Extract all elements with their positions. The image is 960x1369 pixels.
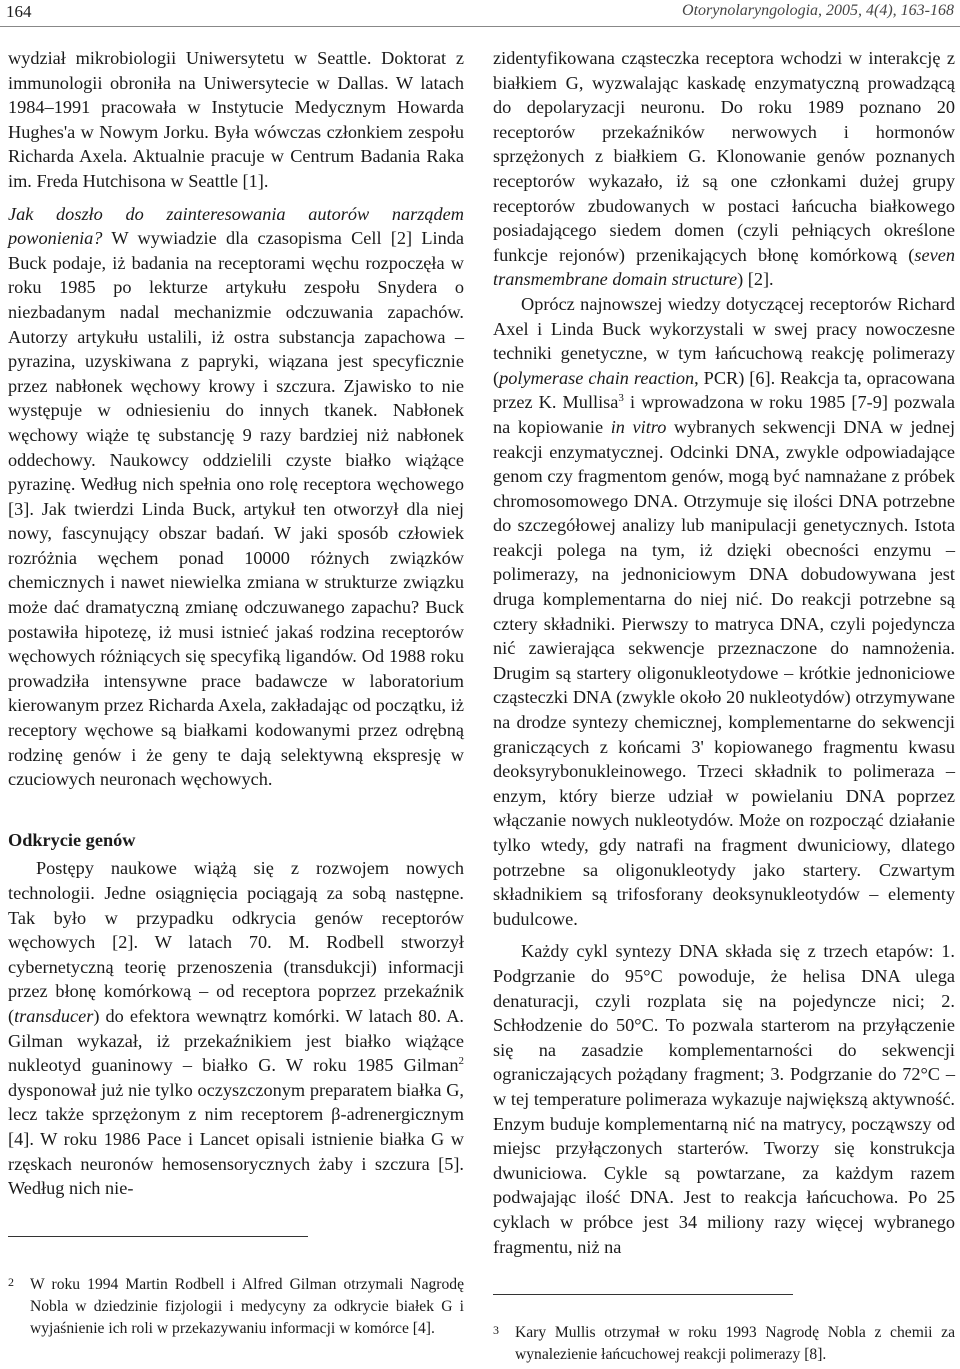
- footnote-number: 3: [493, 1323, 499, 1337]
- section-heading: Odkrycie genów: [8, 829, 136, 850]
- paragraph: Jak doszło do zainteresowania autorów narządem powonienia? W wywiadzie dla czasopisma Cell [2] Linda Buck podaje, iż badania na receptorami węchu rozpoczęła w roku 1985 po lekturze artykułu zespołu Snydera o niezbadanym nadal mechanizmie odczuwania zapachów. Autorzy artykułu ustalili, iż ostra substancja zapachowa – pyrazina, uzyskiwana z papryki, wiązana jest specyficznie przez nabłonek węchowy krowy i szczura. Zjawisko to nie występuje w odniesieniu do innych tkanek. Nabłonek węchowy wiąże tę substancję 9 razy bardziej niż nabłonek oddechowy. Naukowcy oddzielili czyste białko wiążące pyrazinę. Według nich spełnia ono rolę receptora węchowego [3]. Jak twierdzi Linda Buck, artykuł ten otworzył dla niej nowy, fascynujący obszar badań. W jaki sposób człowiek rozróżnia węchem ponad 10000 różnych związków chemicznych i nawet niewielka zmiana w strukturze związku może dać dramatyczną zmianę odczuwanego zapachu? Buck postawiła hipotezę, iż musi istnieć jakaś rodzina receptorów węchowych różniących się specyfiką ligandów. Od 1988 roku prowadziła intensywne prace badawcze w laboratorium kierowanym przez Richarda Axela, zakładając od początku, iż receptory węchowe są białkami kodowanymi przez odrębną rodzinę genów i że geny te dają selektywną ekspresję w czuciowych neuronach węchowych.: [8, 203, 464, 790]
- paragraph: Oprócz najnowszej wiedzy dotyczącej receptorów Richard Axel i Linda Buck wykorzystali w swej pracy nowoczesne techniki genetyczne, w tym łańcuchową reakcję polimerazy (polymerase chain reaction, PCR) [6]. Reakcja ta, opracowana przez K. Mullisa$^3$ i wprowadzona w roku 1985 [7-9] pozwala na kopiowanie in vitro wybranych sekwencji DNA w jednej reakcji enzymatycznej. Odcinki DNA, zwykle odpowiadające genom czy fragmentom genów, mogą być namnażane z próbek chromosomowego DNA. Otrzymuje się ilości DNA potrzebne do szczegółowej analizy lub manipulacji genetycznych. Istota reakcji polega na tym, iż dzięki obecności enzymu – polimerazy, na jednoniciowym DNA dobudowywana jest druga komplementarna do niej nić. Do reakcji potrzebne są cztery składniki. Pierwszy to matryca DNA, czyli pojedyncza nić zawierająca sekwencje przeznaczone do namnożenia. Drugim są startery oligonukleotydowe – krótkie jednoniciowe cząsteczki DNA (zwykle około 20 nukleotydów) otrzymywane na drodze syntezy chemicznej, komplementarne do sekwencji graniczących z końcami 3' kopiowanego fragmentu kwasu deoksyrybonukleinowego. Trzeci składnik to polimeraza – enzym, który bierze udział w powielaniu DNA poprzez włączanie nowych nukleotydów. Może on rozpocząć działanie tylko wtedy, gdy natrafi na fragment dwuniciowy, dlatego potrzebne sa oligonukleotydy jako startery. Czwartym składnikiem są trifosforany deoksynukleotydów – elementy budulcowe.: [493, 293, 956, 929]
- subheading-question: Jak doszło do zainteresowania autorów narządem powonienia?: [8, 203, 464, 249]
- footnote-ref: 2: [458, 1055, 464, 1068]
- paragraph: Postępy naukowe wiążą się z rozwojem nowych technologii. Jedne osiągnięcia pociągają za sobą następne. Tak było w przypadku odkrycia genów receptorów węchowych [2]. W latach 70. M. Rodbell stworzył cybernetyczną teorię przenoszenia (transdukcji) informacji przez błonę komórkową – od receptora poprzez przekaźnik (transducer) do efektora wewnątrz komórki. W latach 80. A. Gilman wykazał, iż przekaźnikiem jest białko wiążące nukleotyd guaninowy – białko G. W roku 1985 Gilman$^2$ dysponował już nie tylko oczyszczonym preparatem białka G, lecz także sprzężonym z nim receptorem β-adrenergicznym [4]. W roku 1986 Pace i Lancet opisali istnienie białka G w rzęskach neuronów hemosensorycznych żaby i szczura [5]. Według nich nie-: [8, 858, 464, 1199]
- footnote-rule: [8, 1236, 308, 1237]
- page-number: 164: [6, 2, 32, 21]
- journal-citation: Otorynolaryngologia, 2005, 4(4), 163-168: [682, 2, 954, 19]
- footnote-text: Kary Mullis otrzymał w roku 1993 Nagrodę Nobla z chemii za wynalezienie łańcuchowej reakcji polimerazy [8].: [515, 1324, 955, 1364]
- right-column: [493, 46, 955, 1259]
- paragraph: wydział mikrobiologii Uniwersytetu w Seattle. Doktorat z immunologii obroniła na Uniwersytecie w Dallas. W latach 1984–1991 pracowała w Instytucie Medycznym Howarda Hughes'a w Nowym Jorku. Była wówczas członkiem zespołu Richarda Axela. Aktualnie pracuje w Centrum Badania Raka im. Freda Hutchisona w Seattle [1].: [8, 48, 464, 191]
- footnote-ref: 3: [618, 392, 624, 405]
- footnote: [493, 1322, 955, 1366]
- footnote-rule: [493, 1294, 793, 1295]
- page-header: [0, 0, 960, 30]
- paragraph: Każdy cykl syntezy DNA składa się z trzech etapów: 1. Podgrzanie do 95°C powoduje, że helisa DNA ulega denaturacji, czyli rozplata się na pojedyncze nici; 2. Schłodzenie do 50°C. To pozwala starterom na przyłączenie się na zasadzie komplementarności do sekwencji ograniczających pożądany fragment; 3. Podgrzanie do 72°C – w tej temperature polimeraza wykazuje największą aktywność. Enzym buduje komplementarną nić na matrycy, począwszy od miejsc przyłączonych starterów. Tworzy się konstrukcja dwuniciowa. Cykle są powtarzane, za każdym razem podwajając ilość DNA. Jest to reakcja łańcuchowa. Po 25 cyklach w próbce jest 34 miliony razy więcej wybranego fragmentu, niż na: [493, 941, 955, 1257]
- footnote-text: W roku 1994 Martin Rodbell i Alfred Gilman otrzymali Nagrodę Nobla w dziedzinie fizjologii i medycyny za odkrycie białek G i wyjaśnienie ich roli w przekazywaniu informacji w komórce [4].: [30, 1276, 464, 1338]
- left-column: [8, 46, 464, 1201]
- header-rule: [0, 26, 960, 27]
- footnote-number: 2: [8, 1275, 14, 1289]
- footnote: [8, 1274, 464, 1341]
- paragraph: zidentyfikowana cząsteczka receptora wchodzi w interakcję z białkiem G, wyzwalając kaskadę enzymatyczną prowadzącą do depolaryzacji neuronu. Do roku 1989 poznano 20 receptorów przekaźników nerwowych i hormonów sprzężonych z białkiem G. Klonowanie genów poznanych receptorów wykazało, iż są one członkami dużej grupy receptorów zbudowanych w postaci łańcucha białkowego posiadającego siedem domen (czyli pełniących określone funkcje rejonów) przenikających błonę komórkową (seven transmembrane domain structure) [2].: [493, 48, 955, 290]
